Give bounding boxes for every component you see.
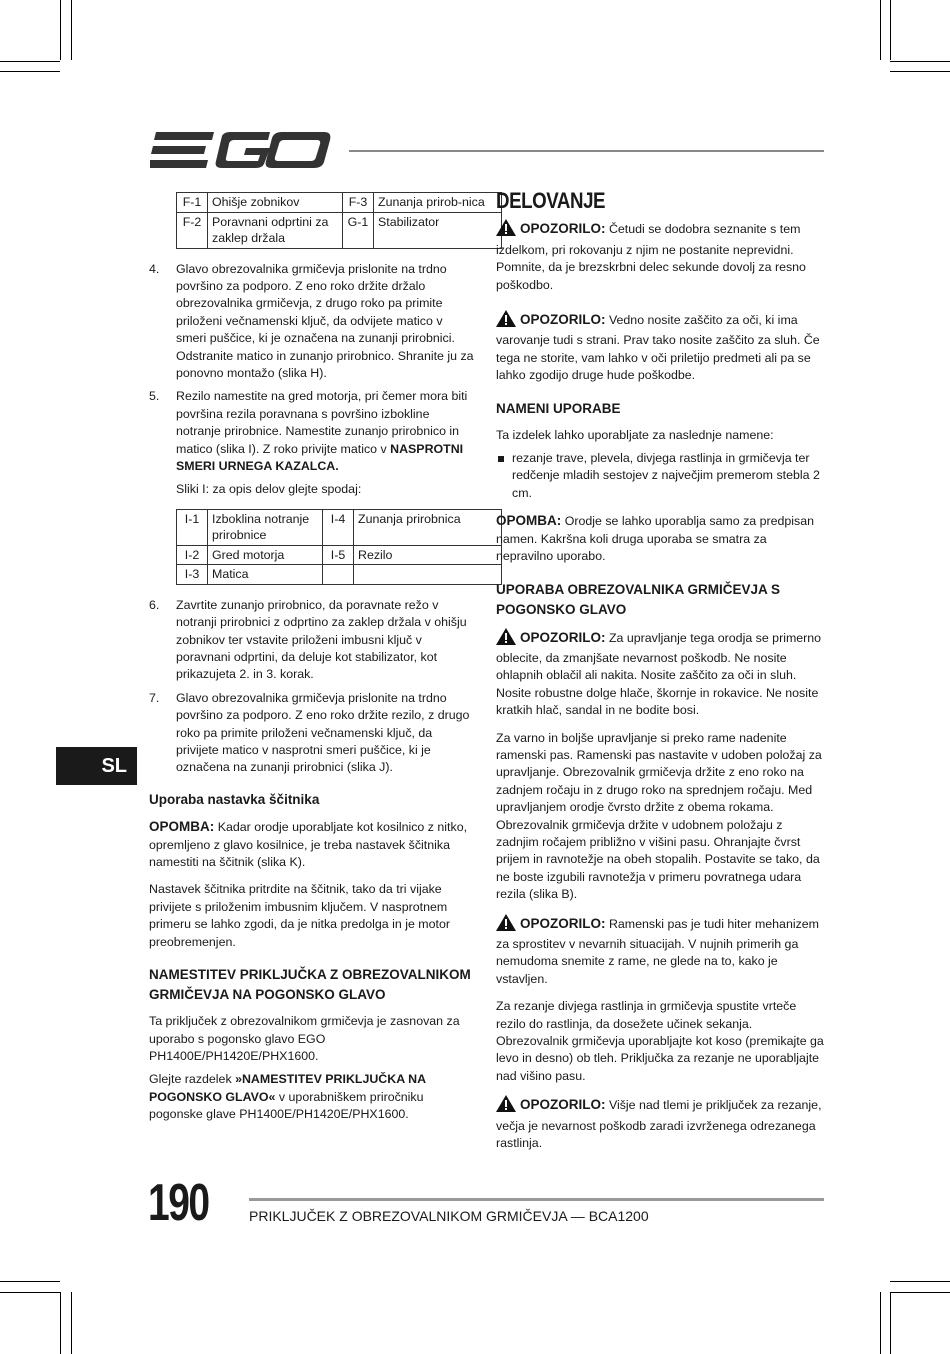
step-text: Glavo obrezovalnika grmičevja prislonite na trdno površino za podporo. Z eno roko držite rezilo, z drugo roko pa primite priloženi večnamenski ključ, da privijete matico v nasprotni smeri puščice, ki je označena na zunanji prirobnici (slika J).: [176, 690, 470, 775]
crop-mark: [890, 0, 891, 60]
attach-heading: NAMESTITEV PRIKLJUČKA Z OBREZOVALNIKOM GRMIČEVJA NA POGONSKO GLAVO: [149, 967, 471, 1003]
note-text: Orodje se lahko uporablja samo za predpisan namen. Kakršna koli druga uporaba se smatra za nepravilno uporabo.: [496, 514, 815, 564]
ref-post: v uporabniškem priročniku pogonske glave PH1400E/PH1420E/PHX1600.: [149, 1089, 424, 1122]
list-item-text: rezanje trave, plevela, divjega rastlinja in grmičevja ter redčenje mladih sestojev z največjim premerom stebla 2 cm.: [512, 451, 820, 500]
footer-rule: [249, 1198, 824, 1201]
crop-mark: [0, 1281, 60, 1282]
note-label: OPOMBA:: [496, 513, 562, 529]
usage-paragraph: Za rezanje divjega rastlinja in grmičevja spustite vrteče rezilo do rastlinja, da dosežete učinek sekanja. Obrezovalnik grmičevja uporabljajte kot koso (premikajte ga levo in desno) ob tleh. Priključka za rezanje ne uporabljajte nad višino pasu.: [496, 999, 824, 1083]
table-row: [177, 545, 502, 565]
attach-reference: [149, 1071, 475, 1123]
warning-label: OPOZORILO:: [520, 629, 606, 645]
part-id: F-1: [177, 193, 208, 213]
part-name: Izboklina notranje prirobnice: [208, 509, 323, 545]
step-text: Rezilo namestite na gred motorja, pri čemer mora biti površina rezila poravnana s površino izbokline notranje prirobnice. Namestite zunanjo prirobnico in matico (slika I). Z roko privijte matico v: [176, 389, 468, 456]
crop-mark: [60, 0, 61, 60]
table-row: [177, 193, 502, 213]
part-name: Zunanja prirob-nica: [374, 193, 502, 213]
attach-paragraph: Ta priključek z obrezovalnikom grmičevja je zasnovan za uporabo s pogonsko glavo EGO PH1400E/PH1420E/PHX1600.: [149, 1014, 460, 1063]
step-number: 5.: [149, 389, 160, 404]
footer-title: PRIKLJUČEK Z OBREZOVALNIKOM GRMIČEVJA — BCA1200: [249, 1208, 649, 1224]
step-text-bold: NASPROTNI SMERI URNEGA KAZALCA.: [176, 441, 464, 473]
warning-text: Višje nad tlemi je priključek za rezanje, večja je nevarnost poškodb zaradi izvrženega odrezanega rastlinja.: [496, 1098, 822, 1151]
right-column: [496, 188, 826, 1162]
step-text: Glavo obrezovalnika grmičevja prislonite na trdno površino za podporo. Z eno roko držite držalo obrezovalnika grmičevja, z drugo roko pa primite priloženi večnamenski ključ, da odvijete matico v smeri puščice, ki je označena na zunanji prirobnici. Odstranite matico in zunanjo prirobnico. Shranite ju za ponovno montažo (slika H).: [176, 261, 474, 380]
warning-2: [496, 310, 826, 385]
warning-text: Za upravljanje tega orodja se primerno oblecite, da zmanjšate nevarnost poškodb. Ne nosite ohlapnih oblačil ali nakita. Nosite zaščito za oči in sluh. Nosite robustne dolge hlače, škornje in rokavice. Ne nosite kratkih hlač, sandal in ne bodite bosi.: [496, 630, 822, 718]
crop-mark: [880, 0, 881, 60]
warning-label: OPOZORILO:: [520, 915, 606, 931]
usage-heading: UPORABA OBREZOVALNIKA GRMIČEVJA S POGONSKO GLAVO: [496, 581, 781, 617]
parts-table-f: [176, 192, 502, 249]
warning-text: Četudi se dodobra seznanite s tem izdelkom, pri rokovanju z njim ne postanite neprevidni. Pomnite, da je brezskrbni delec sekunde dovolj za resno poškodbo.: [496, 222, 806, 292]
part-id: G-1: [343, 212, 374, 248]
part-id: I-5: [323, 545, 354, 565]
guard-heading: Uporaba nastavka ščitnika: [149, 791, 320, 807]
crop-mark: [890, 61, 950, 62]
crop-mark: [880, 1292, 881, 1354]
warning-triangle-icon: [496, 914, 516, 936]
guard-paragraph: Nastavek ščitnika pritrdite na ščitnik, tako da tri vijake privijete s priloženim imbusnim ključem. V nasprotnem primeru se lahko zgodi, da je nitka predolga in je motor preobremenjen.: [149, 882, 450, 949]
ref-pre: Glejte razdelek: [149, 1072, 236, 1087]
warning-label: OPOZORILO:: [520, 221, 606, 237]
warning-label: OPOZORILO:: [520, 1097, 606, 1113]
warning-1: [496, 219, 826, 294]
crop-mark: [60, 1292, 61, 1354]
warning-4: [496, 914, 826, 989]
part-name: Matica: [208, 565, 323, 585]
part-id: I-1: [177, 509, 208, 545]
part-id: I-4: [323, 509, 354, 545]
left-column: [149, 192, 485, 1134]
page-number: 190: [148, 1174, 209, 1232]
part-id: F-3: [343, 193, 374, 213]
crop-mark: [71, 1292, 72, 1354]
part-name: [354, 565, 502, 585]
ego-logo: [150, 128, 332, 177]
table-row: [177, 565, 502, 585]
ref-bold: »NAMESTITEV PRIKLJUČKA NA POGONSKO GLAVO«: [149, 1072, 426, 1104]
list-item: [496, 450, 826, 502]
step-4: [149, 261, 475, 383]
intended-use-intro: Ta izdelek lahko uporabljate za naslednje namene:: [496, 427, 774, 442]
table-row: [177, 212, 502, 248]
usage-paragraph: Za varno in boljše upravljanje si preko rame nadenite ramenski pas. Ramenski pas nastavite v udoben položaj za upravljanje. Obrezovalnik grmičevja držite z eno roko na zadnjem ročaju in z drugo roko na sprednjem ročaju. Med upravljanjem orodje čvrsto držite z obema rokama. Obrezovalnik grmičevja držite v udobnem položaju z zadnjim ročajem približno v višini pasu. Ohranjajte čvrst prijem in ravnotežje na obeh stopalih. Postavite se tako, da ne boste izgubili ravnotežja v primeru povratnega udara rezila (slika B).: [496, 730, 822, 902]
header-rule: [349, 150, 824, 152]
intended-use-heading: NAMENI UPORABE: [496, 400, 621, 416]
crop-mark: [0, 1292, 60, 1293]
part-id: I-3: [177, 565, 208, 585]
crop-mark: [890, 1292, 891, 1354]
step-5: [149, 388, 475, 475]
part-name: Poravnani odprtini za zaklep držala: [208, 212, 343, 248]
warning-5: [496, 1095, 826, 1152]
part-id: I-2: [177, 545, 208, 565]
step-text: Zavrtite zunanjo prirobnico, da poravnate režo v notranji prirobnici z odprtino za zaklep držala v ohišju zobnikov ter vstavite priloženi imbusni ključ v poravnani odprtini, da deluje kot stabilizator, kot prikazujeta 2. in 3. korak.: [176, 597, 467, 682]
crop-mark: [0, 61, 60, 62]
intended-use-note: [496, 512, 826, 565]
parts-table-i: [176, 509, 502, 585]
warning-text: Vedno nosite zaščito za oči, ki ima varovanje tudi s strani. Prav tako nosite zaščito za sluh. Če tega ne storite, vam lahko v oči priletijo predmeti ali pa se lahko zgodijo druge hude poškodbe.: [496, 313, 820, 383]
note-text: Kadar orodje uporabljate kot kosilnico z nitko, opremljeno z glavo kosilnice, je treba nastavek ščitnika namestiti na ščitnik (slika K).: [149, 820, 468, 870]
bullet-icon: [498, 456, 504, 462]
step-number: 7.: [149, 690, 160, 705]
step-6: [149, 597, 475, 684]
crop-mark: [890, 1292, 950, 1293]
warning-triangle-icon: [496, 628, 516, 650]
warning-text: Ramenski pas je tudi hiter mehanizem za sprostitev v nevarnih situacijah. V nujnih primerih ga nemudoma snemite z rame, ne glede na to, kako je vstavljen.: [496, 916, 819, 986]
step-7: [149, 690, 475, 777]
part-name: Gred motorja: [208, 545, 323, 565]
warning-triangle-icon: [496, 219, 516, 241]
guard-note: [149, 818, 475, 871]
crop-mark: [71, 0, 72, 60]
part-id: F-2: [177, 212, 208, 248]
table-row: [177, 509, 502, 545]
step-number: 6.: [149, 597, 160, 612]
crop-mark: [890, 71, 950, 72]
step-number: 4.: [149, 261, 160, 276]
part-name: Rezilo: [354, 545, 502, 565]
figure-note: Sliki I: za opis delov glejte spodaj:: [176, 482, 362, 497]
crop-mark: [0, 71, 60, 72]
warning-triangle-icon: [496, 310, 516, 332]
note-label: OPOMBA:: [149, 819, 215, 835]
part-name: Stabilizator: [374, 212, 502, 248]
part-id: [323, 565, 354, 585]
language-tab: SL: [56, 747, 137, 785]
section-title: DELOVANJE: [496, 188, 606, 213]
warning-3: [496, 628, 826, 720]
part-name: Ohišje zobnikov: [208, 193, 343, 213]
warning-triangle-icon: [496, 1095, 516, 1117]
crop-mark: [890, 1281, 950, 1282]
warning-label: OPOZORILO:: [520, 312, 606, 328]
part-name: Zunanja prirobnica: [354, 509, 502, 545]
